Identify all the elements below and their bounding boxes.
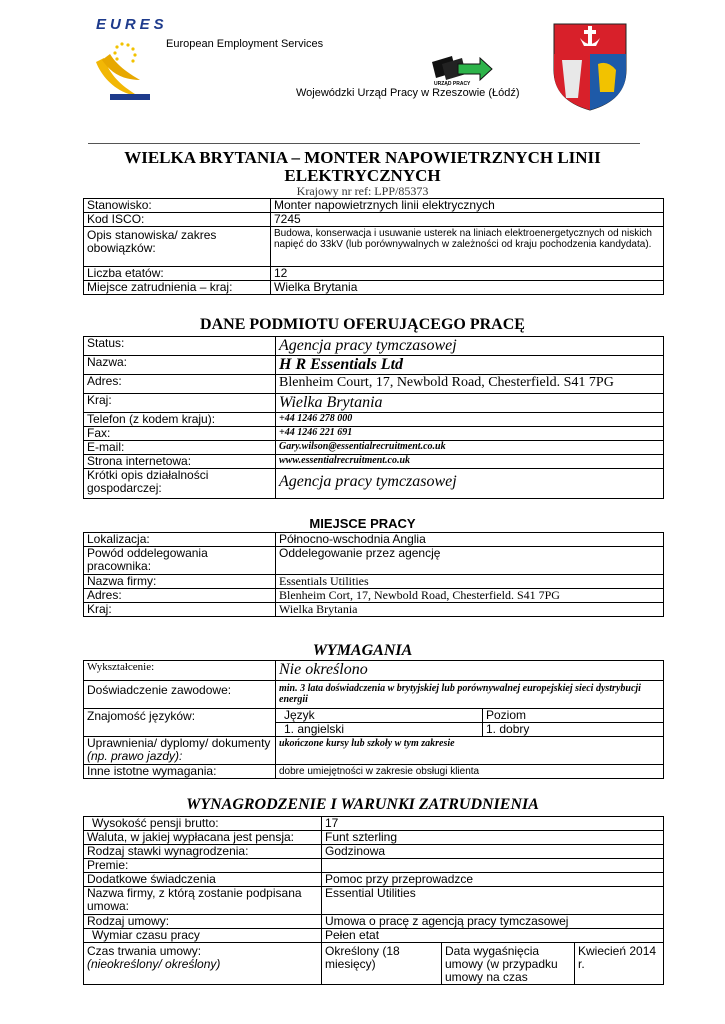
working-time-value: Pełen etat xyxy=(322,929,664,943)
isco-value: 7245 xyxy=(271,213,664,227)
salary-heading: WYNAGRODZENIE I WARUNKI ZATRUDNIENIA xyxy=(186,796,539,813)
bonus-value xyxy=(322,859,664,873)
label: Lokalizacja: xyxy=(84,533,276,547)
label: Wymiar czasu pracy xyxy=(84,929,322,943)
benefits-value: Pomoc przy przeprowadzce xyxy=(322,873,664,887)
label-hint: (np. prawo jazdy): xyxy=(87,749,183,763)
requirements-heading: WYMAGANIA xyxy=(312,642,413,659)
duration-value: Określony (18 miesięcy) xyxy=(322,943,442,985)
label: Miejsce zatrudnienia – kraj: xyxy=(84,281,271,295)
label: Nazwa: xyxy=(84,356,276,375)
license-label xyxy=(84,737,276,765)
label: Nazwa firmy, z którą zostanie podpisana umowa: xyxy=(84,887,322,915)
salary-table xyxy=(83,816,664,985)
fax-value: +44 1246 221 691 xyxy=(276,427,664,441)
job-description-value: Budowa, konserwacja i usuwanie usterek na liniach elektroenergetycznych od niskich napięć do 33kV (lub porównywalnych w zależności od kraju pochodzenia kandydata). xyxy=(271,227,664,267)
workplace-address-value: Blenheim Cort, 17, Newbold Road, Chesterfield. S41 7PG xyxy=(276,589,664,603)
reason-value: Oddelegowanie przez agencję xyxy=(276,547,664,575)
experience-value: min. 3 lata doświadczenia w brytyjskiej lub porównywalnej europejskiej sieci dystrybucji energii xyxy=(276,681,664,709)
website-link[interactable]: www.essentialrecruitment.co.uk xyxy=(276,455,664,469)
company-value: Essentials Utilities xyxy=(276,575,664,589)
label: Nazwa firmy: xyxy=(84,575,276,589)
level-value: 1. dobry xyxy=(483,723,664,737)
label: Adres: xyxy=(84,589,276,603)
contract-company-value: Essential Utilities xyxy=(322,887,664,915)
rate-type-value: Godzinowa xyxy=(322,845,664,859)
label: Dodatkowe świadczenia xyxy=(84,873,322,887)
label: Status: xyxy=(84,337,276,356)
other-requirements-value: dobre umiejętności w zakresie obsługi klienta xyxy=(276,765,664,779)
contract-type-value: Umowa o pracę z agencją pracy tymczasowej xyxy=(322,915,664,929)
label: Czas trwania umowy: xyxy=(87,944,202,958)
employer-country-value: Wielka Brytania xyxy=(276,394,664,413)
label: Inne istotne wymagania: xyxy=(84,765,276,779)
label: Wykształcenie: xyxy=(84,661,276,681)
label: Znajomość języków: xyxy=(84,709,276,737)
label: Powód oddelegowania pracownika: xyxy=(84,547,276,575)
label: Rodzaj umowy: xyxy=(84,915,322,929)
duration-label xyxy=(84,943,322,985)
employer-heading: DANE PODMIOTU OFERUJĄCEGO PRACĘ xyxy=(200,316,525,333)
workplace-table xyxy=(83,532,664,617)
eures-logo-text: EURES xyxy=(96,16,168,33)
title-line1: WIELKA BRYTANIA – MONTER NAPOWIETRZNYCH LINII xyxy=(124,148,601,167)
currency-value: Funt szterling xyxy=(322,831,664,845)
end-date-label: Data wygaśnięcia umowy (w przypadku umowy na czas xyxy=(442,943,575,985)
label: Uprawnienia/ dyplomy/ dokumenty xyxy=(87,736,271,750)
label: E-mail: xyxy=(84,441,276,455)
language-value: 1. angielski xyxy=(276,723,483,737)
label: Liczba etatów: xyxy=(84,267,271,281)
label: Opis stanowiska/ zakres obowiązków: xyxy=(84,227,271,267)
reference-number: Krajowy nr ref: LPP/85373 xyxy=(296,184,429,198)
title-line2: ELEKTRYCZNYCH xyxy=(284,166,441,185)
label: Fax: xyxy=(84,427,276,441)
positions-value: 12 xyxy=(271,267,664,281)
workplace-heading: MIEJSCE PRACY xyxy=(309,516,416,531)
license-value: ukończone kursy lub szkoły w tym zakresie xyxy=(276,737,664,765)
end-date-value: Kwiecień 2014 r. xyxy=(575,943,664,985)
label: Kraj: xyxy=(84,394,276,413)
label: Kod ISCO: xyxy=(84,213,271,227)
email-link[interactable]: Gary.wilson@essentialrecruitment.co.uk xyxy=(276,441,664,455)
label: Telefon (z kodem kraju): xyxy=(84,413,276,427)
label: Adres: xyxy=(84,375,276,394)
business-description-value: Agencja pracy tymczasowej xyxy=(276,469,664,499)
header-rule xyxy=(88,143,640,144)
label: Doświadczenie zawodowe: xyxy=(84,681,276,709)
office-name: Wojewódzki Urząd Pracy w Rzeszowie (Łódź) xyxy=(296,87,520,99)
phone-value: +44 1246 278 000 xyxy=(276,413,664,427)
wup-logo-text: URZĄD PRACY xyxy=(434,81,471,87)
language-header: Język xyxy=(276,709,483,723)
label: Kraj: xyxy=(84,603,276,617)
eures-service-text: European Employment Services xyxy=(166,38,324,50)
label: Strona internetowa: xyxy=(84,455,276,469)
label-hint: (nieokreślony/ określony) xyxy=(87,957,221,971)
level-header: Poziom xyxy=(483,709,664,723)
label: Stanowisko: xyxy=(84,199,271,213)
gross-pay-value: 17 xyxy=(322,817,664,831)
status-value: Agencja pracy tymczasowej xyxy=(276,337,664,356)
education-value: Nie określono xyxy=(276,661,664,681)
location-value: Północno-wschodnia Anglia xyxy=(276,533,664,547)
coat-of-arms xyxy=(552,20,628,112)
wup-logo xyxy=(428,52,496,88)
label: Wysokość pensji brutto: xyxy=(84,817,322,831)
workplace-country-value: Wielka Brytania xyxy=(276,603,664,617)
employer-address-value: Blenheim Court, 17, Newbold Road, Chesterfield. S41 7PG xyxy=(276,375,664,394)
label: Premie: xyxy=(84,859,322,873)
job-title-value: Monter napowietrznych linii elektrycznych xyxy=(271,199,664,213)
label: Krótki opis działalności gospodarczej: xyxy=(84,469,276,499)
employer-table xyxy=(83,336,664,499)
label: Rodzaj stawki wynagrodzenia: xyxy=(84,845,322,859)
job-table xyxy=(83,198,664,295)
employer-name-value: H R Essentials Ltd xyxy=(276,356,664,375)
label: Waluta, w jakiej wypłacana jest pensja: xyxy=(84,831,322,845)
eures-logo xyxy=(88,14,168,104)
country-value: Wielka Brytania xyxy=(271,281,664,295)
requirements-table xyxy=(83,660,664,779)
